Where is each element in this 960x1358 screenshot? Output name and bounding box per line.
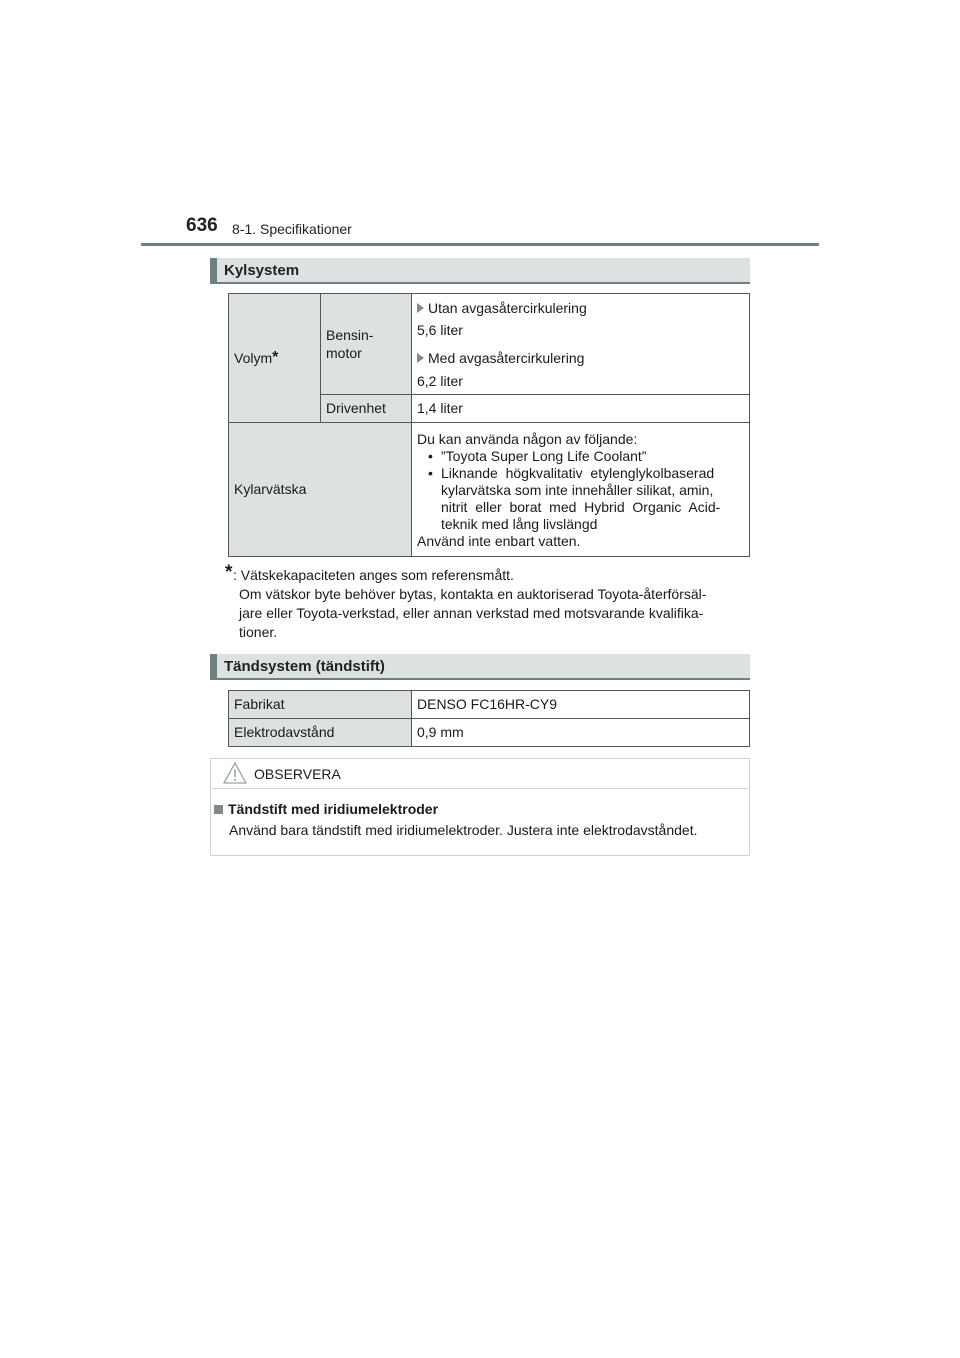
section-cooling-title: Kylsystem xyxy=(224,262,300,279)
section-cooling xyxy=(210,258,750,284)
make-label-cell xyxy=(228,690,412,719)
caution-divider xyxy=(211,788,749,789)
volume-label: Volym xyxy=(234,349,273,366)
petrol-value-cell xyxy=(411,293,750,395)
caution-item-title: Tändstift med iridiumelektroder xyxy=(228,801,439,817)
make-value: DENSO FC16HR-CY9 xyxy=(417,696,558,712)
no-egr-row xyxy=(417,300,587,317)
drive-value-cell xyxy=(411,394,750,423)
header-rule xyxy=(141,243,819,246)
section-ignition-title: Tändsystem (tändstift) xyxy=(224,658,385,675)
caution-heading: OBSERVERA xyxy=(254,766,341,782)
with-egr-value: 6,2 liter xyxy=(417,373,463,389)
section-ignition xyxy=(210,654,750,680)
coolant-option-2-line3: nitrit eller borat med Hybrid Organic Acid- xyxy=(441,499,721,515)
make-value-cell xyxy=(411,690,750,719)
triangle-bullet-icon xyxy=(417,353,424,363)
caution-item-text: Använd bara tändstift med iridiumelektroder. Justera inte elektrodavståndet. xyxy=(229,822,698,838)
coolant-option-2-line2: kylarvätska som inte innehåller silikat, amin, xyxy=(441,482,714,498)
footnote-mark: * xyxy=(225,562,233,583)
make-label: Fabrikat xyxy=(234,696,285,712)
coolant-option-2-line4: teknik med lång livslängd xyxy=(441,516,598,532)
no-egr-value: 5,6 liter xyxy=(417,322,463,338)
bullet-icon: • xyxy=(428,465,433,481)
footnote-line4: tioner. xyxy=(239,624,278,640)
section-marker xyxy=(210,654,217,678)
coolant-option-1: ”Toyota Super Long Life Coolant” xyxy=(441,448,647,464)
warning-triangle-icon xyxy=(223,762,247,784)
coolant-outro: Använd inte enbart vatten. xyxy=(417,533,581,549)
gap-value-cell xyxy=(411,718,750,747)
drive-value: 1,4 liter xyxy=(417,400,463,416)
gap-value: 0,9 mm xyxy=(417,724,464,740)
coolant-label-cell xyxy=(228,422,412,557)
petrol-label-line1: Bensin- xyxy=(326,327,374,343)
drive-label-cell xyxy=(320,394,412,423)
triangle-bullet-icon xyxy=(417,303,424,313)
volume-label-cell: Volym * xyxy=(228,293,321,423)
page-number: 636 xyxy=(186,215,218,236)
with-egr-row xyxy=(417,350,584,367)
footnote-line2: Om vätskor byte behöver bytas, kontakta en auktoriserad Toyota-återförsäl- xyxy=(239,586,707,602)
caution-box xyxy=(210,758,750,856)
petrol-label-line2: motor xyxy=(326,345,362,361)
coolant-intro: Du kan använda någon av följande: xyxy=(417,431,638,447)
no-egr-label: Utan avgasåtercirkulering xyxy=(428,300,587,316)
chapter-title: 8-1. Specifikationer xyxy=(232,221,352,237)
footnote-line3: jare eller Toyota-verkstad, eller annan verkstad med motsvarande kvalifika- xyxy=(239,605,704,621)
drive-label: Drivenhet xyxy=(326,400,386,416)
coolant-option-2-line1: Liknande högkvalitativ etylenglykolbaserad xyxy=(441,465,715,481)
with-egr-label: Med avgasåtercirkulering xyxy=(428,350,585,366)
coolant-value-cell xyxy=(411,422,750,557)
square-bullet-icon xyxy=(214,805,223,814)
footnote-line1: : Vätskekapaciteten anges som referensmått. xyxy=(233,567,514,583)
caution-item-title-row xyxy=(214,801,438,818)
petrol-label-cell xyxy=(320,293,412,395)
bullet-icon: • xyxy=(428,448,433,464)
coolant-label: Kylarvätska xyxy=(234,481,307,497)
gap-label-cell xyxy=(228,718,412,747)
gap-label: Elektrodavstånd xyxy=(234,724,335,740)
section-marker xyxy=(210,258,217,282)
